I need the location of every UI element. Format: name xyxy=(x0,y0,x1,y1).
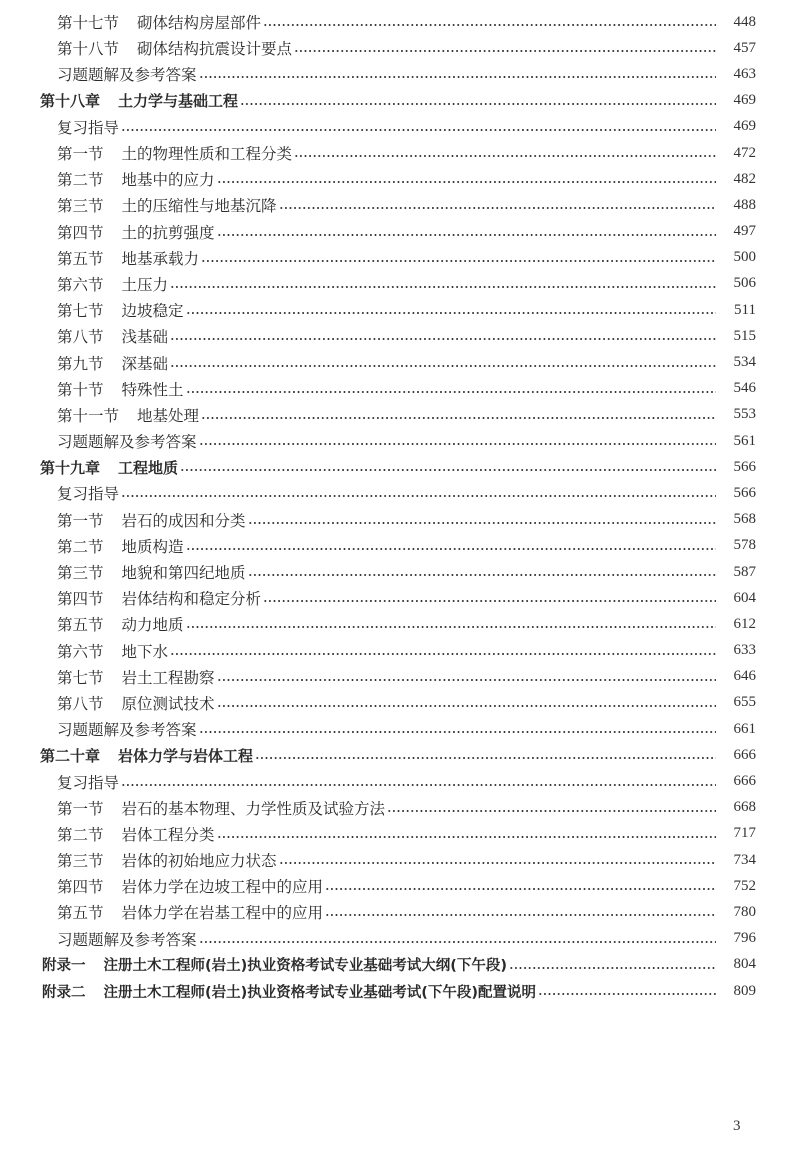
entry-page-number: 463 xyxy=(733,65,756,82)
entry-page-number: 500 xyxy=(733,249,756,266)
dot-leader xyxy=(121,495,716,497)
entry-title: 岩土工程勘察 xyxy=(121,668,215,687)
toc-entry-section[interactable] xyxy=(0,376,790,402)
entry-number: 第十九章 xyxy=(40,458,101,477)
entry-title: 岩石的成因和分类 xyxy=(121,511,246,530)
entry-title: 习题题解及参考答案 xyxy=(57,721,197,740)
dot-leader xyxy=(170,286,716,288)
dot-leader xyxy=(248,574,716,576)
entry-number: 第四节 xyxy=(57,878,104,897)
entry-number: 第十八节 xyxy=(57,40,120,59)
entry-page-number: 546 xyxy=(733,380,756,397)
entry-title: 工程地质 xyxy=(118,458,179,477)
entry-title: 砌体结构抗震设计要点 xyxy=(137,40,293,59)
toc-entry-section[interactable] xyxy=(0,114,790,140)
entry-page-number: 511 xyxy=(734,301,756,318)
entry-page-number: 561 xyxy=(733,432,756,449)
entry-title: 岩体力学在岩基工程中的应用 xyxy=(121,904,324,923)
entry-number: 附录二 xyxy=(42,984,86,1001)
dot-leader xyxy=(279,862,716,864)
entry-number: 第七节 xyxy=(57,302,104,321)
entry-page-number: 633 xyxy=(733,642,756,659)
entry-number: 附录一 xyxy=(42,958,86,975)
dot-leader xyxy=(121,784,716,786)
entry-number: 第三节 xyxy=(57,852,104,871)
entry-title: 注册土木工程师(岩土)执业资格考试专业基础考试(下午段)配置说明 xyxy=(103,984,537,1001)
toc-entry-section[interactable] xyxy=(0,480,790,506)
entry-number: 第六节 xyxy=(57,642,104,661)
table-of-contents xyxy=(0,9,790,1004)
entry-page-number: 780 xyxy=(733,903,756,920)
entry-title: 土力学与基础工程 xyxy=(118,92,239,111)
toc-entry-section[interactable] xyxy=(0,899,790,925)
toc-entry-chapter[interactable] xyxy=(0,742,790,768)
entry-title: 地质构造 xyxy=(121,537,184,556)
entry-title: 深基础 xyxy=(121,354,169,373)
toc-entry-section[interactable] xyxy=(0,192,790,218)
entry-number: 第二节 xyxy=(57,537,104,556)
entry-page-number: 497 xyxy=(733,223,756,240)
entry-number: 第三节 xyxy=(57,197,104,216)
entry-page-number: 488 xyxy=(733,196,756,213)
entry-title: 岩体力学与岩体工程 xyxy=(118,746,254,765)
entry-page-number: 448 xyxy=(733,13,756,30)
entry-page-number: 661 xyxy=(733,720,756,737)
entry-title: 习题题解及参考答案 xyxy=(57,930,197,949)
entry-title: 土的压缩性与地基沉降 xyxy=(121,197,277,216)
entry-page-number: 796 xyxy=(733,930,756,947)
entry-page-number: 809 xyxy=(733,982,756,999)
toc-entry-section[interactable] xyxy=(0,768,790,794)
dot-leader xyxy=(294,50,716,52)
toc-entry-section[interactable] xyxy=(0,716,790,742)
entry-number: 第一节 xyxy=(57,511,104,530)
entry-page-number: 655 xyxy=(733,694,756,711)
toc-entry-section[interactable] xyxy=(0,821,790,847)
entry-number: 第九节 xyxy=(57,354,104,373)
entry-number: 第五节 xyxy=(57,249,104,268)
dot-leader xyxy=(180,469,716,471)
entry-title: 地基处理 xyxy=(137,406,200,425)
entry-title: 土压力 xyxy=(121,275,169,294)
entry-title: 土的抗剪强度 xyxy=(121,223,215,242)
dot-leader xyxy=(255,757,716,759)
toc-entry-section[interactable] xyxy=(0,795,790,821)
entry-title: 岩体的初始地应力状态 xyxy=(121,852,277,871)
entry-number: 第十七节 xyxy=(57,14,120,33)
toc-entry-section[interactable] xyxy=(0,61,790,87)
entry-page-number: 666 xyxy=(733,746,756,763)
entry-title: 砌体结构房屋部件 xyxy=(137,14,262,33)
toc-entry-section[interactable] xyxy=(0,166,790,192)
entry-page-number: 457 xyxy=(733,39,756,56)
toc-entry-section[interactable] xyxy=(0,507,790,533)
entry-title: 复习指导 xyxy=(57,118,120,137)
toc-entry-section[interactable] xyxy=(0,847,790,873)
dot-leader xyxy=(217,679,716,681)
entry-page-number: 668 xyxy=(733,799,756,816)
toc-entry-section[interactable] xyxy=(0,533,790,559)
entry-page-number: 568 xyxy=(733,511,756,528)
entry-page-number: 482 xyxy=(733,170,756,187)
entry-page-number: 646 xyxy=(733,668,756,685)
toc-entry-section[interactable] xyxy=(0,297,790,323)
entry-title: 地貌和第四纪地质 xyxy=(121,564,246,583)
entry-title: 复习指导 xyxy=(57,773,120,792)
entry-page-number: 469 xyxy=(733,92,756,109)
dot-leader xyxy=(199,731,716,733)
dot-leader xyxy=(199,941,716,943)
toc-entry-section[interactable] xyxy=(0,349,790,375)
entry-page-number: 752 xyxy=(733,877,756,894)
dot-leader xyxy=(121,129,716,131)
dot-leader xyxy=(201,260,716,262)
entry-page-number: 566 xyxy=(733,458,756,475)
entry-number: 第二节 xyxy=(57,171,104,190)
toc-entry-chapter[interactable] xyxy=(0,88,790,114)
entry-page-number: 534 xyxy=(733,354,756,371)
entry-title: 地基中的应力 xyxy=(121,171,215,190)
dot-leader xyxy=(325,914,716,916)
entry-title: 岩体结构和稳定分析 xyxy=(121,590,262,609)
entry-number: 第四节 xyxy=(57,590,104,609)
entry-page-number: 804 xyxy=(733,956,756,973)
dot-leader xyxy=(170,653,716,655)
entry-number: 第二十章 xyxy=(40,746,101,765)
toc-entry-section[interactable] xyxy=(0,35,790,61)
toc-entry-appendix[interactable] xyxy=(0,978,790,1004)
dot-leader xyxy=(509,967,716,969)
toc-entry-section[interactable] xyxy=(0,873,790,899)
entry-title: 土的物理性质和工程分类 xyxy=(121,145,293,164)
toc-entry-appendix[interactable] xyxy=(0,952,790,978)
entry-number: 第四节 xyxy=(57,223,104,242)
dot-leader xyxy=(217,234,716,236)
dot-leader xyxy=(263,24,716,26)
toc-entry-section[interactable] xyxy=(0,559,790,585)
entry-number: 第二节 xyxy=(57,825,104,844)
entry-number: 第五节 xyxy=(57,904,104,923)
page-number: 3 xyxy=(733,1118,741,1134)
toc-entry-chapter[interactable] xyxy=(0,454,790,480)
entry-title: 注册土木工程师(岩土)执业资格考试专业基础考试大纲(下午段) xyxy=(103,958,508,975)
entry-number: 第三节 xyxy=(57,564,104,583)
entry-title: 边坡稳定 xyxy=(121,302,184,321)
entry-title: 动力地质 xyxy=(121,616,184,635)
toc-entry-section[interactable] xyxy=(0,245,790,271)
dot-leader xyxy=(199,76,716,78)
entry-title: 浅基础 xyxy=(121,328,169,347)
toc-entry-section[interactable] xyxy=(0,219,790,245)
entry-title: 特殊性土 xyxy=(121,380,184,399)
dot-leader xyxy=(186,548,716,550)
entry-title: 岩石的基本物理、力学性质及试验方法 xyxy=(121,799,386,818)
dot-leader xyxy=(217,181,716,183)
entry-page-number: 566 xyxy=(733,484,756,501)
entry-number: 第八节 xyxy=(57,328,104,347)
toc-entry-section[interactable] xyxy=(0,9,790,35)
toc-entry-section[interactable] xyxy=(0,428,790,454)
entry-page-number: 666 xyxy=(733,773,756,790)
dot-leader xyxy=(538,993,716,995)
entry-number: 第七节 xyxy=(57,668,104,687)
entry-page-number: 506 xyxy=(733,275,756,292)
toc-entry-section[interactable] xyxy=(0,638,790,664)
entry-page-number: 553 xyxy=(733,406,756,423)
dot-leader xyxy=(170,365,716,367)
dot-leader xyxy=(294,155,716,157)
dot-leader xyxy=(186,312,716,314)
entry-page-number: 717 xyxy=(733,825,756,842)
entry-number: 第十一节 xyxy=(57,406,120,425)
dot-leader xyxy=(263,600,716,602)
toc-entry-section[interactable] xyxy=(0,664,790,690)
entry-page-number: 734 xyxy=(733,851,756,868)
entry-page-number: 578 xyxy=(733,537,756,554)
dot-leader xyxy=(279,207,716,209)
entry-number: 第一节 xyxy=(57,145,104,164)
entry-title: 习题题解及参考答案 xyxy=(57,66,197,85)
entry-title: 岩体工程分类 xyxy=(121,825,215,844)
dot-leader xyxy=(387,810,716,812)
toc-entry-section[interactable] xyxy=(0,611,790,637)
entry-number: 第十节 xyxy=(57,380,104,399)
toc-entry-section[interactable] xyxy=(0,140,790,166)
dot-leader xyxy=(325,888,716,890)
toc-entry-section[interactable] xyxy=(0,690,790,716)
entry-page-number: 515 xyxy=(733,327,756,344)
dot-leader xyxy=(186,626,716,628)
entry-number: 第六节 xyxy=(57,275,104,294)
entry-number: 第五节 xyxy=(57,616,104,635)
dot-leader xyxy=(248,522,716,524)
entry-title: 原位测试技术 xyxy=(121,694,215,713)
dot-leader xyxy=(199,443,716,445)
entry-title: 岩体力学在边坡工程中的应用 xyxy=(121,878,324,897)
dot-leader xyxy=(240,103,716,105)
dot-leader xyxy=(217,705,716,707)
entry-page-number: 587 xyxy=(733,563,756,580)
entry-number: 第一节 xyxy=(57,799,104,818)
toc-entry-section[interactable] xyxy=(0,271,790,297)
toc-entry-section[interactable] xyxy=(0,585,790,611)
entry-title: 地下水 xyxy=(121,642,169,661)
entry-title: 地基承载力 xyxy=(121,249,200,268)
toc-entry-section[interactable] xyxy=(0,323,790,349)
entry-page-number: 604 xyxy=(733,589,756,606)
toc-entry-section[interactable] xyxy=(0,926,790,952)
entry-title: 复习指导 xyxy=(57,485,120,504)
entry-number: 第十八章 xyxy=(40,92,101,111)
entry-page-number: 612 xyxy=(733,615,756,632)
dot-leader xyxy=(201,417,716,419)
entry-page-number: 472 xyxy=(733,144,756,161)
entry-number: 第八节 xyxy=(57,694,104,713)
entry-page-number: 469 xyxy=(733,118,756,135)
toc-entry-section[interactable] xyxy=(0,402,790,428)
dot-leader xyxy=(186,391,716,393)
dot-leader xyxy=(170,338,716,340)
dot-leader xyxy=(217,836,716,838)
entry-title: 习题题解及参考答案 xyxy=(57,433,197,452)
